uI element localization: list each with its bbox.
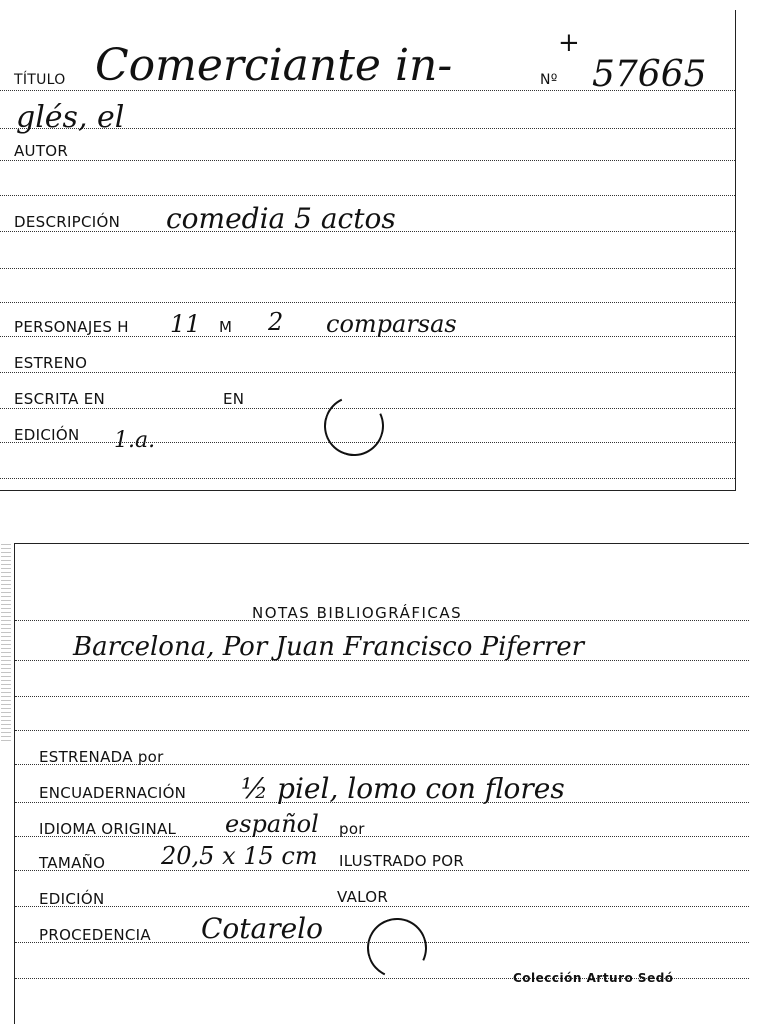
ruled-line bbox=[15, 730, 749, 731]
ilustrado-por-label: ILUSTRADO POR bbox=[339, 852, 465, 870]
ruled-line bbox=[15, 696, 749, 697]
encuadernacion-label: ENCUADERNACIÓN bbox=[39, 784, 187, 802]
mujeres-value: 2 bbox=[268, 308, 284, 336]
estreno-label: ESTRENO bbox=[14, 354, 88, 372]
numero-mark: + bbox=[558, 28, 580, 58]
edicion-value: 1.a. bbox=[114, 428, 156, 453]
titulo-value-line1: Comerciante in- bbox=[95, 40, 453, 91]
notas-value: Barcelona, Por Juan Francisco Piferrer bbox=[73, 632, 585, 662]
tamano-label: TAMAÑO bbox=[39, 854, 106, 872]
titulo-label: TÍTULO bbox=[14, 72, 66, 88]
catalog-card-bottom bbox=[14, 543, 749, 1024]
scan-noise bbox=[1, 544, 11, 744]
por-label: por bbox=[339, 820, 365, 838]
hombres-value: 11 bbox=[170, 310, 201, 338]
ruled-line bbox=[0, 195, 735, 196]
estrenada-por-label: ESTRENADA por bbox=[39, 748, 164, 766]
collection-footer: Colección Arturo Sedó bbox=[513, 971, 674, 985]
idioma-original-label: IDIOMA ORIGINAL bbox=[39, 820, 177, 838]
procedencia-value: Cotarelo bbox=[201, 912, 323, 945]
idioma-original-value: español bbox=[225, 810, 319, 838]
encuadernacion-value: ½ piel, lomo con flores bbox=[241, 772, 565, 805]
personajes-h-label: PERSONAJES H bbox=[14, 318, 129, 336]
numero-value: 57665 bbox=[592, 54, 707, 95]
valor-label: VALOR bbox=[337, 888, 389, 906]
punch-hole-circle bbox=[316, 388, 393, 465]
ruled-line bbox=[0, 478, 735, 479]
m-label: M bbox=[219, 318, 233, 336]
procedencia-label: PROCEDENCIA bbox=[39, 926, 151, 944]
ruled-line bbox=[0, 302, 735, 303]
notas-heading: NOTAS BIBLIOGRÁFICAS bbox=[252, 604, 463, 622]
tamano-value: 20,5 x 15 cm bbox=[161, 842, 318, 870]
ruled-line bbox=[15, 906, 749, 907]
ruled-line bbox=[15, 870, 749, 871]
titulo-value-line2: glés, el bbox=[16, 100, 125, 135]
descripcion-value: comedia 5 actos bbox=[166, 202, 396, 235]
numero-label: Nº bbox=[540, 72, 558, 88]
descripcion-label: DESCRIPCIÓN bbox=[14, 213, 121, 231]
escrita-en-label: ESCRITA EN bbox=[14, 390, 106, 408]
catalog-card-top bbox=[0, 10, 736, 491]
comparsas-value: comparsas bbox=[326, 310, 457, 338]
ruled-line bbox=[0, 160, 735, 161]
edicion-label: EDICIÓN bbox=[14, 426, 80, 444]
ruled-line bbox=[0, 268, 735, 269]
autor-label: AUTOR bbox=[14, 142, 69, 160]
en-label: EN bbox=[223, 390, 245, 408]
ruled-line bbox=[0, 372, 735, 373]
edicion-label: EDICIÓN bbox=[39, 890, 105, 908]
punch-hole-circle bbox=[359, 910, 436, 987]
